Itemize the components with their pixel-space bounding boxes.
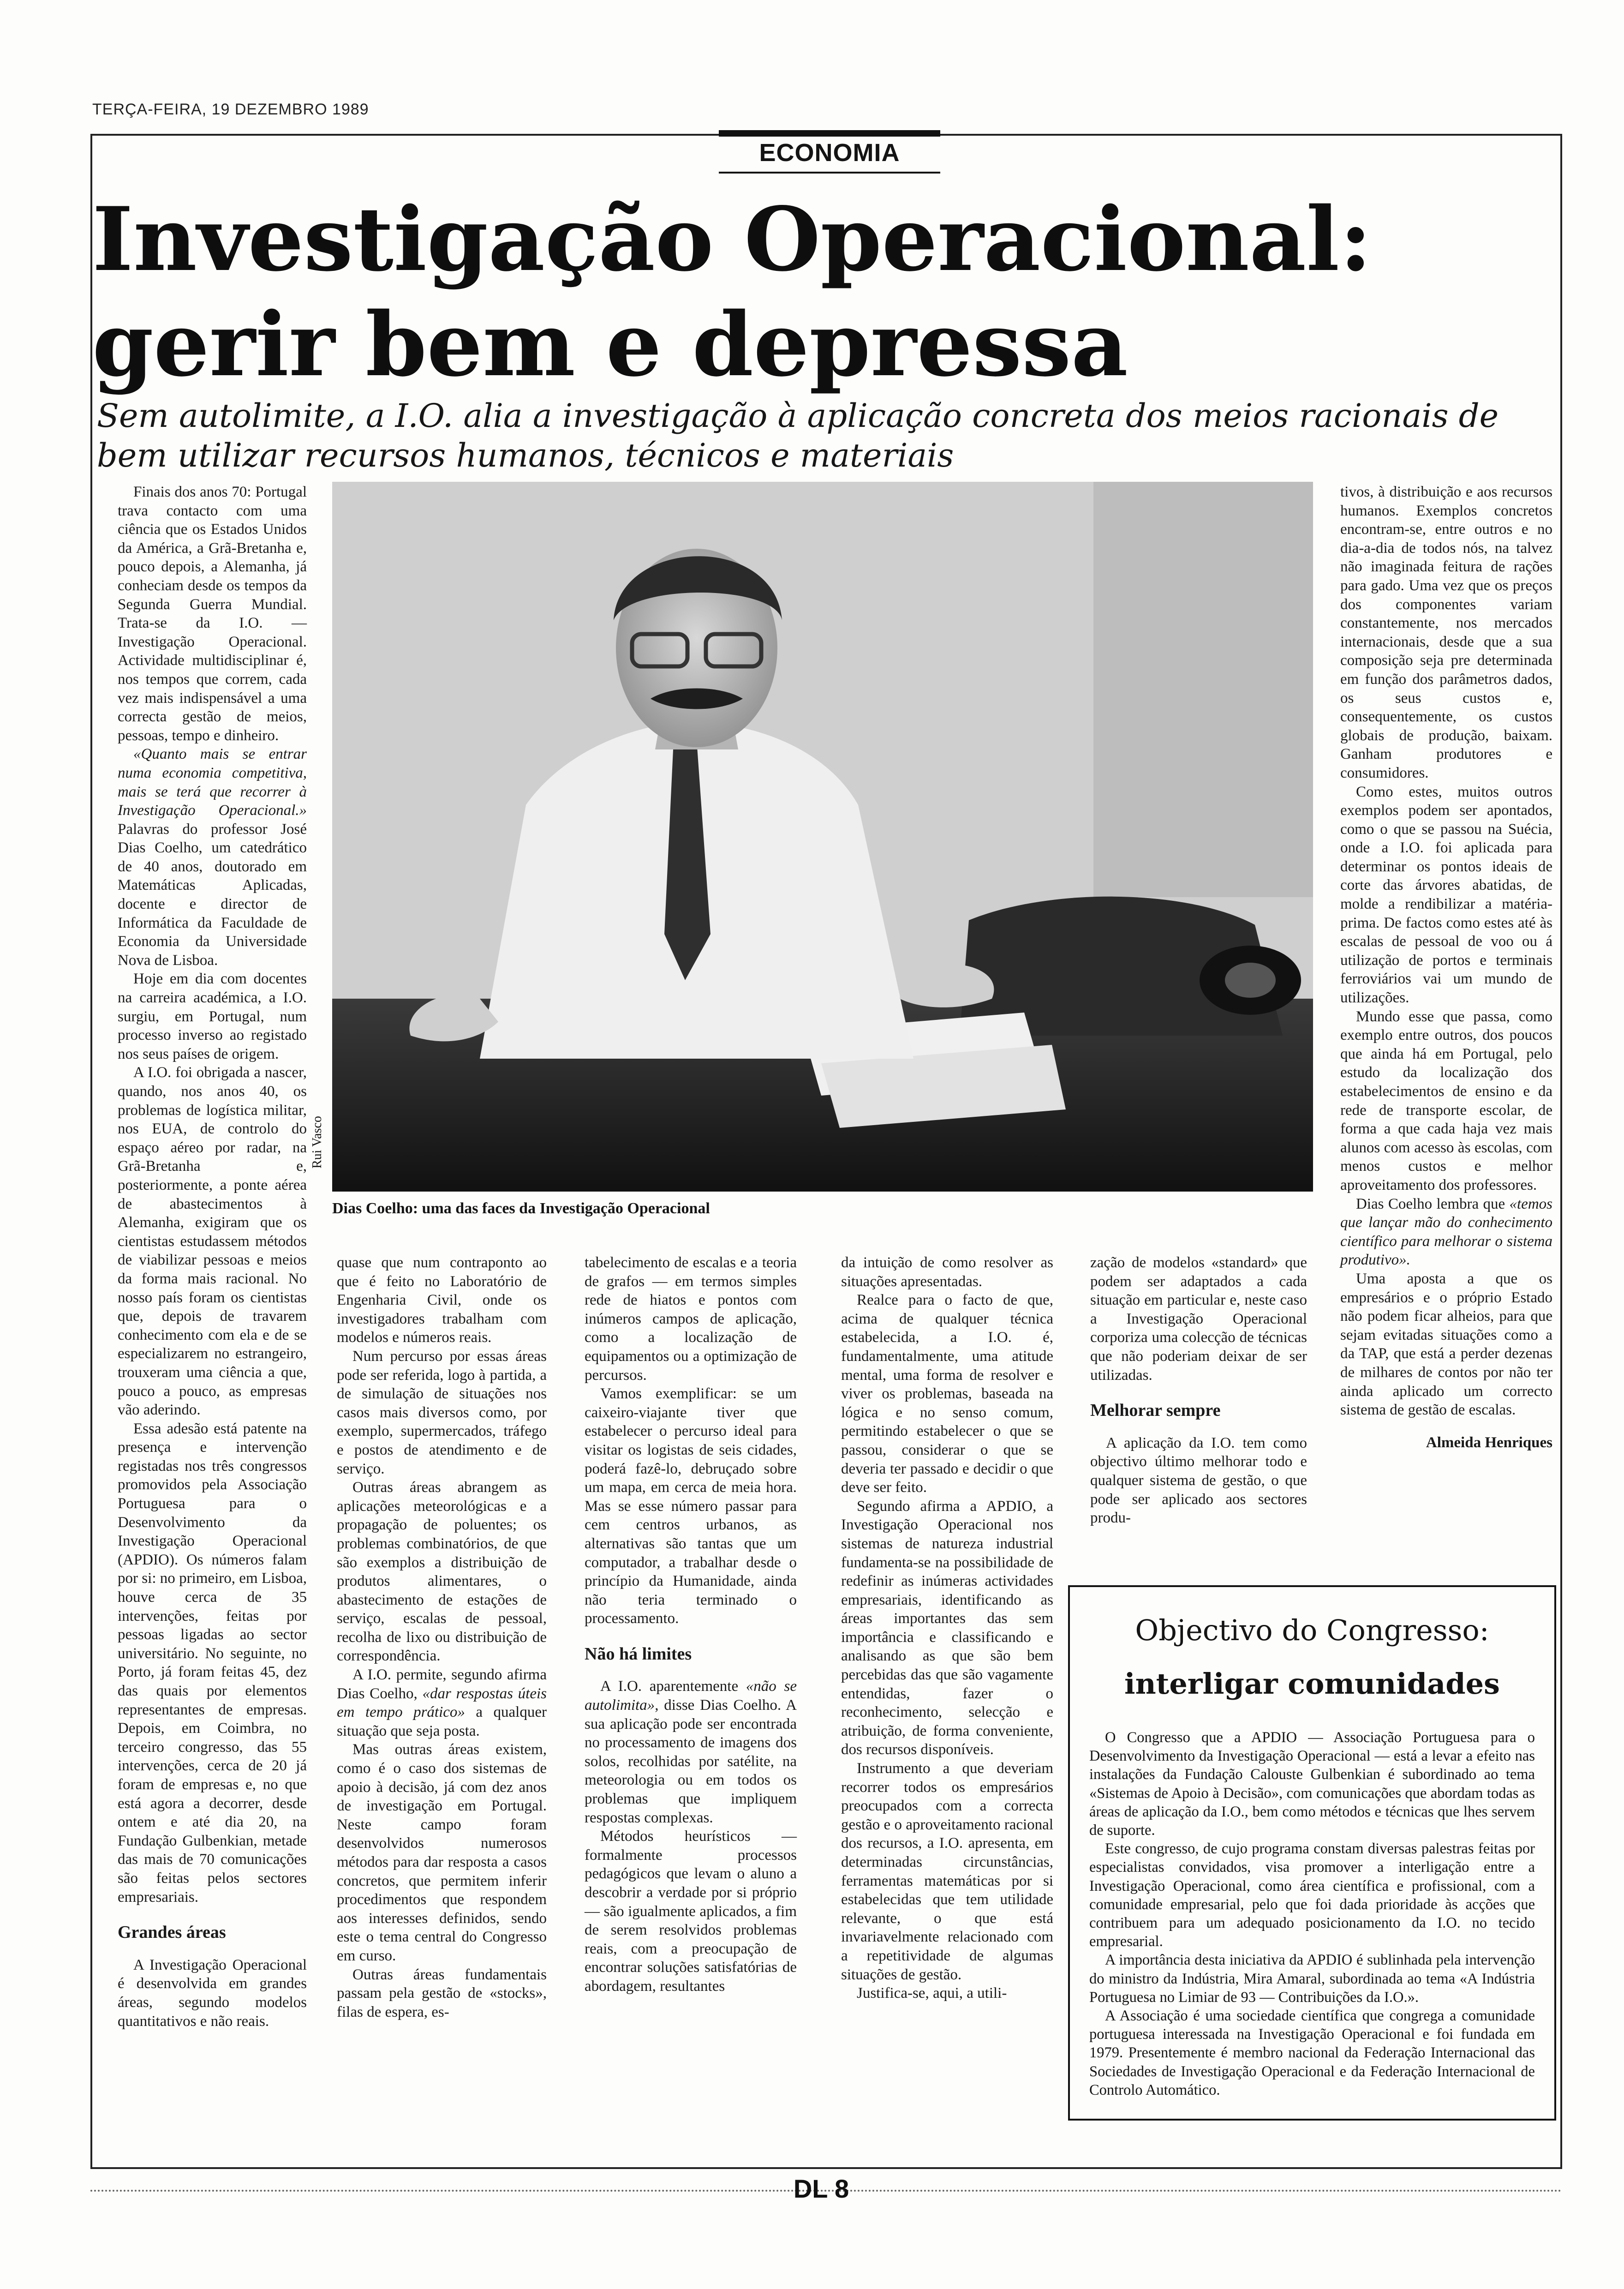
headline-line-2: gerir bem e depressa xyxy=(92,293,1128,396)
quote-attribution: Palavras do professor José Dias Coelho, um catedrático de 40 anos, doutorado em Matemáticas Aplicadas, docente e director de Informática da Faculdade de Economia da Universidade Nova de Lisboa. xyxy=(118,821,307,969)
column-2 xyxy=(337,1253,547,2021)
column-1 xyxy=(118,483,307,2031)
page-folio: DL 8 xyxy=(793,2174,849,2203)
paragraph: Mundo esse que passa, como exemplo entre outros, dos poucos que ainda há em Portugal, pelo estudo da localização dos estabelecimentos de ensino e da rede de transporte escolar, de forma a que cada haja vez mais alunos com acesso às escolas, com menos custos e melhor aproveitamento dos professores. xyxy=(1340,1008,1552,1193)
column-3 xyxy=(585,1253,797,1996)
paragraph xyxy=(585,1677,797,1827)
paragraph: Métodos heurísticos — formalmente processos pedagógicos que levam o aluno a descobrir a verdade por si próprio — são igualmente aplicados, a fim de serem resolvidos problemas reais, com a preocupação de encontrar soluções satisfatórias de abordagem, resultantes xyxy=(585,1828,797,1995)
sidebar-title-line-2: interligar comunidades xyxy=(1124,1667,1500,1701)
paragraph xyxy=(337,1666,547,1740)
photo-credit: Rui Vasco xyxy=(310,1116,324,1168)
paragraph: zação de modelos «standard» que podem ser adaptados a cada situação em particular e, neste caso a Investigação Operacional corporiza uma colecção de técnicas que não poderiam deixar de ser utilizadas. xyxy=(1090,1254,1307,1384)
paragraph: tivos, à distribuição e aos recursos humanos. Exemplos concretos encontram-se, entre outros e no dia-a-dia de todos nós, na talvez não imaginada feitura de rações para gado. Uma vez que os preços dos componentes variam constantemente, nos mercados internacionais, desde que a sua composição seja pre determinada em função dos parâmetros dados, os seus custos e, consequentemente, os custos globais de produção, baixam. Ganham produtores e consumidores. xyxy=(1340,484,1552,781)
paragraph: Realce para o facto de que, acima de qualquer técnica estabelecida, a I.O. é, fundamentalmente, uma atitude mental, uma forma de resolver e viver os problemas, baseada na lógica e no senso comum, permitindo estabelecer o que se passou, considerar o que se deveria ter passado e decidir o que deve ser feito. xyxy=(841,1292,1053,1496)
paragraph: Outras áreas fundamentais passam pela gestão de «stocks», filas de espera, es- xyxy=(337,1966,547,2020)
dateline: TERÇA-FEIRA, 19 DEZEMBRO 1989 xyxy=(92,101,369,118)
paragraph-tail: disse Dias Coelho. A sua aplicação pode ser encontrada no processamento de imagens dos solos, recolhidas por satélite, na meteorologia ou em todos os problemas que impliquem respostas complexas. xyxy=(585,1697,797,1826)
byline: Almeida Henriques xyxy=(1426,1434,1552,1451)
quote: «temos que lançar mão do conhecimento científico para melhorar o sistema produtivo». xyxy=(1340,1195,1552,1269)
subhead: Não há limites xyxy=(585,1644,692,1664)
section-label: ECONOMIA xyxy=(759,139,900,167)
paragraph-lead: A I.O. permite, segundo afirma Dias Coelho, xyxy=(337,1666,547,1702)
sidebar-box xyxy=(1068,1585,1556,2121)
portrait-photo xyxy=(332,482,1313,1192)
column-5 xyxy=(1090,1253,1307,1528)
paragraph: A aplicação da I.O. tem como objectivo último melhorar todo e qualquer sistema de gestão, o que pode ser aplicado aos sectores produ- xyxy=(1090,1434,1307,1527)
headline-line-1: Investigação Operacional: xyxy=(92,188,1372,291)
quote: «não se autolimita» xyxy=(585,1678,797,1714)
headline xyxy=(92,187,1522,397)
paragraph xyxy=(1340,1195,1552,1270)
paragraph: Este congresso, de cujo programa constam diversas palestras feitas por especialistas convidados, visa promover a interligação entre a Investigação Operacional, como área científica e profissional, com a comunidade empresarial, pelo que foi dada prioridade às acções que contribuem para um adequado posicionamento da I.O. no tecido empresarial. xyxy=(1089,1840,1535,1950)
paragraph: Hoje em dia com docentes na carreira académica, a I.O. surgiu, em Portugal, num processo inverso ao registado nos seus países de origem. xyxy=(118,971,307,1062)
paragraph: tabelecimento de escalas e a teoria de grafos — em termos simples rede de hiatos e pontos com inúmeros campos de aplicação, como a localização de equipamentos ou a optimização de percursos. xyxy=(585,1254,797,1384)
paragraph: Vamos exemplificar: se um caixeiro-viajante tiver que estabelecer o percurso ideal para visitar os logistas de seis cidades, poderá fazê-lo, debruçado sobre um mapa, em cerca de meia hora. Mas se esse número passar para cem centros urbanos, as alternativas são tantas que um computador, a trabalhar desde o princípio da Humanidade, ainda não teria terminado o processamento. xyxy=(585,1385,797,1627)
paragraph: O Congresso que a APDIO — Associação Portuguesa para o Desenvolvimento da Investigação Operacional — está a levar a efeito nas instalações da Fundação Calouste Gulbenkian é subordinado ao tema «Sistemas de Apoio à Decisão», com comunicações que abordam todas as áreas de aplicação da I.O., bem como métodos e técnicas que lhes servem de suporte. xyxy=(1089,1729,1535,1839)
deck: Sem autolimite, a I.O. alia a investigação à aplicação concreta dos meios racionais de bem utilizar recursos humanos, técnicos e materiais xyxy=(97,397,1499,474)
portrait-illustration xyxy=(332,482,1313,1192)
paragraph: Finais dos anos 70: Portugal trava contacto com uma ciência que os Estados Unidos da América, a Grã-Bretanha e, pouco depois, a Alemanha, já conheciam desde os tempos da Segunda Guerra Mundial. Trata-se da I.O. — Investigação Operacional. Actividade multidisciplinar é, nos tempos que correm, cada vez mais indispensável a uma correcta gestão de meios, pessoas, tempo e dinheiro. xyxy=(118,484,307,744)
column-6 xyxy=(1340,483,1552,1452)
paragraph-lead: Dias Coelho lembra que xyxy=(1356,1195,1510,1212)
paragraph: Essa adesão está patente na presença e intervenção registadas nos três congressos promovidos pela Associação Portuguesa para o Desenvolvimento da Investigação Operacional (APDIO). Os números falam por si: no primeiro, em Lisboa, houve cerca de 35 intervenções, feitas por pessoas ligadas ao sector universitário. No seguinte, no Porto, já foram feitas 45, dez das quais por elementos representantes de empresas. Depois, em Coimbra, no terceiro congresso, das 55 intervenções, cerca de 20 já foram de empresas e, no que está agora a decorrer, desde ontem e até dia 20, na Fundação Gulbenkian, metade das mais de 70 comunicações são feitas pelos sectores empresariais. xyxy=(118,1420,307,1906)
paragraph: A Investigação Operacional é desenvolvida em grandes áreas, segundo modelos quantitativos e não reais. xyxy=(118,1956,307,2030)
quote: «Quanto mais se entrar numa economia competitiva, mais se terá que recorrer à Investigação Operacional.» xyxy=(118,746,307,819)
paragraph: Justifica-se, aqui, a utili- xyxy=(857,1985,1007,2002)
paragraph: Outras áreas abrangem as aplicações meteorológicas e a propagação de poluentes; os problemas combinatórios, de que são exemplos a distribuição de produtos alimentares, o abastecimento de estações de serviço, escalas de pessoal, recolha de lixo ou distribuição de correspondência. xyxy=(337,1479,547,1665)
paragraph-separator: , xyxy=(655,1697,659,1714)
paragraph: A Associação é uma sociedade científica que congrega a comunidade portuguesa interessada na Investigação Operacional e foi fundada em 1979. Presentemente é membro nacional da Federação Internacional das Sociedades de Investigação Operacional e da Federação Internacional de Controlo Automático. xyxy=(1089,2007,1535,2098)
photo-caption: Dias Coelho: uma das faces da Investigação Operacional xyxy=(332,1200,710,1217)
paragraph: Instrumento a que deveriam recorrer todos os empresários preocupados com a correcta gestão e o aproveitamento racional dos recursos, a I.O. apresenta, em determinadas circunstâncias, ferramentas matemáticas por si estabelecidas que tem utilidade relevante, o que está invariavelmente relacionado com a repetitividade de algumas situações de gestão. xyxy=(841,1760,1053,1983)
column-4 xyxy=(841,1253,1053,2003)
paragraph: quase que num contraponto ao que é feito no Laboratório de Engenharia Civil, onde os investigadores trabalham com modelos e números reais. xyxy=(337,1254,547,1346)
paragraph: Segundo afirma a APDIO, a Investigação Operacional nos sistemas de natureza industrial fundamenta-se na possibilidade de redefinir as inúmeras actividades empresariais, identificando as áreas importantes das sem importância e classificando e analisando as que são bem percebidas das que são vagamente entendidas, fazer o reconhecimento, selecção e atribuição, de forma conveniente, dos recursos disponíveis. xyxy=(841,1498,1053,1758)
paragraph: da intuição de como resolver as situações apresentadas. xyxy=(841,1254,1053,1290)
section-rule xyxy=(719,172,940,174)
paragraph: Uma aposta a que os empresários e o próprio Estado não podem ficar alheios, para que sejam evitadas situações como a da TAP, que está a perder dezenas de milhares de contos por não ter ainda aplicado um correcto sistema de gestão de escalas. xyxy=(1340,1270,1552,1419)
paragraph-lead: A I.O. aparentemente xyxy=(600,1678,746,1695)
quote: «dar respostas úteis em tempo prático» xyxy=(337,1685,547,1721)
paragraph-tail: a qualquer situação que seja posta. xyxy=(337,1704,547,1739)
subhead: Grandes áreas xyxy=(118,1923,226,1942)
paragraph: Mas outras áreas existem, como é o caso dos sistemas de apoio à decisão, já com dez anos de investigação em Portugal. Neste campo foram desenvolvidos numerosos métodos para dar resposta a casos concretos, que permitem inferir procedimentos que respondem aos interesses definidos, sendo este o tema central do Congresso em curso. xyxy=(337,1741,547,1964)
paragraph: Como estes, muitos outros exemplos podem ser apontados, como o que se passou na Suécia, onde a I.O. foi aplicada para determinar os pontos ideais de corte das árvores abatidas, de molde a rendibilizar a matéria-prima. De factos como estes até às escalas de pessoal de voo ou á utilização de portos e terminais ferroviários vai um mundo de utilizações. xyxy=(1340,783,1552,1007)
paragraph xyxy=(118,745,307,970)
paragraph: Num percurso por essas áreas pode ser referida, logo à partida, a de simulação de situações nos casos mais diversos como, por exemplo, supermercados, tráfego e postos de atendimento e de serviço. xyxy=(337,1348,547,1477)
subhead: Melhorar sempre xyxy=(1090,1401,1221,1420)
paragraph: A importância desta iniciativa da APDIO é sublinhada pela intervenção do ministro da Indústria, Mira Amaral, subordinada ao tema «A Indústria Portuguesa no Limiar de 93 — Contribuições da I.O.». xyxy=(1089,1952,1535,2006)
section-bar xyxy=(719,130,940,137)
sidebar-title-line-1: Objectivo do Congresso: xyxy=(1135,1613,1489,1647)
paragraph: A I.O. foi obrigada a nascer, quando, nos anos 40, os problemas de logística militar, nos EUA, de controlo do espaço aéreo por radar, na Grã-Bretanha e, posteriormente, a ponte aérea de abastecimentos à Alemanha, exigiram que os cientistas estudassem métodos de viabilizar pessoas e meios da forma mais racional. No nosso país foram os cientistas que, depois de travarem conhecimento com ela e de se especializarem no estrangeiro, trouxeram uma ciência a que, pouco a pouco, as empresas vão aderindo. xyxy=(118,1064,307,1419)
